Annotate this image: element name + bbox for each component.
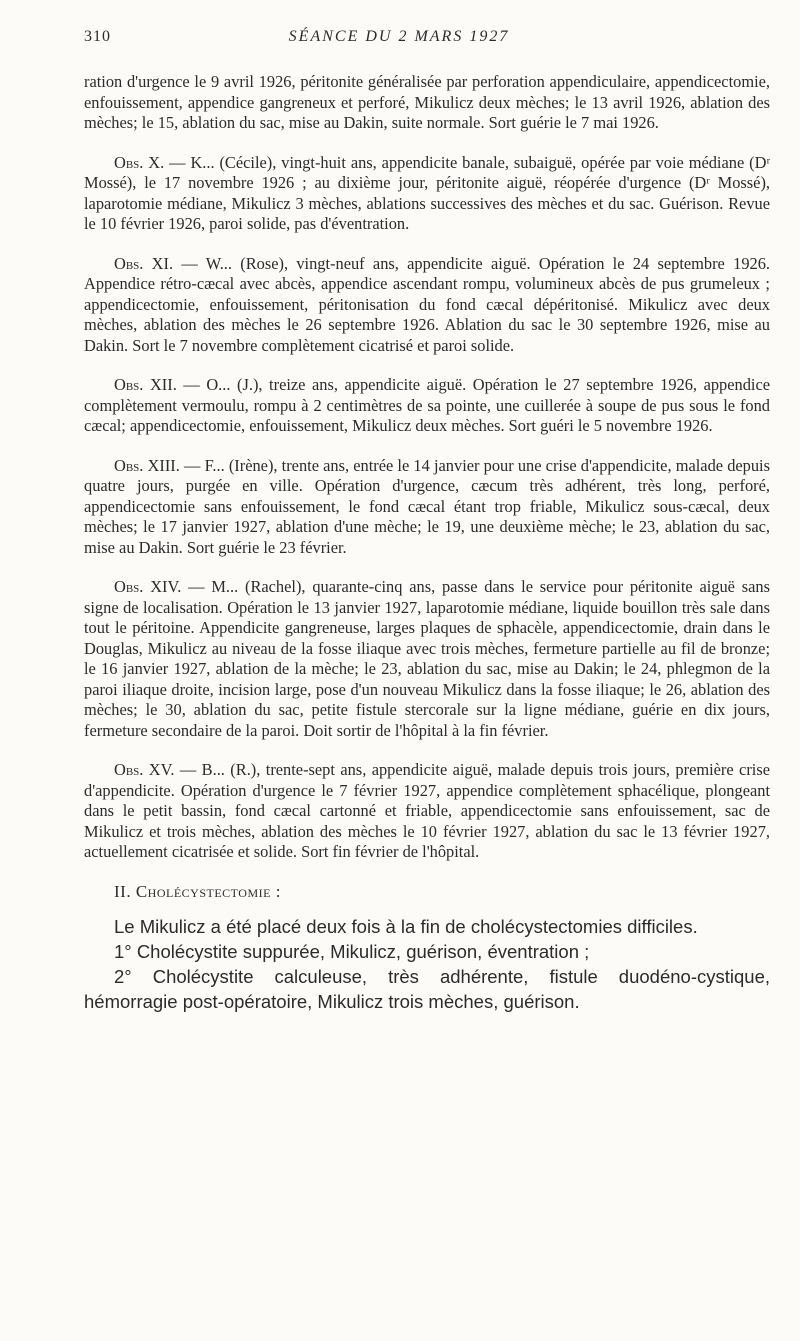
section-number: II. — [114, 881, 132, 901]
observation-xi — [84, 254, 770, 357]
observation-text: — M... (Rachel), quarante-cinq ans, passe dans le service pour péritonite aiguë sans signe de localisation. Opération le 13 janvier 1927, laparotomie médiane, liquide bouillon très sale dans tout le péritoine. Appendicite gangreneuse, larges plaques de sphacèle, appendicectomie, drain dans le Douglas, Mikulicz au niveau de la fosse iliaque avec trois mèches, fermeture partielle au fil de bronze; le 16 janvier 1927, ablation de la mèche; le 23, ablation du sac, mise au Dakin; le 24, phlegmon de la paroi iliaque droite, incision large, pose d'un nouveau Mikulicz dans la fosse iliaque; le 26, ablation des mèches; le 30, ablation du sac, petite fistule stercorale sur la ligne médiane, guérie en dix jours, fermeture secondaire de la paroi. Doit sortir de l'hôpital à la fin février. — [84, 577, 770, 740]
section-heading — [114, 882, 770, 902]
observation-text: — W... (Rose), vingt-neuf ans, appendicite aiguë. Opération le 24 septembre 1926. Appendice rétro-cæcal avec abcès, appendice ascendant rompu, volumineux abcès de pus grumeleux ; appendicectomie, enfouissement, péritonisation du fond cæcal dépéritonisé. Mikulicz avec deux mèches, ablation des mèches le 26 septembre 1926. Ablation du sac le 30 septembre 1926, mise au Dakin. Sort le 7 novembre complètement cicatrisé et paroi solide. — [84, 253, 770, 355]
observation-label: Obs. XII. — [114, 375, 177, 394]
observation-xiv — [84, 577, 770, 741]
cholecystectomy-case-1: 1° Cholécystite suppurée, Mikulicz, guérison, éventration ; — [114, 940, 590, 962]
running-header — [84, 28, 714, 52]
observation-text: — O... (J.), treize ans, appendicite aiguë. Opération le 27 septembre 1926, appendice complètement vermoulu, rompu à 2 centimètres de sa pointe, une cuillerée à soupe de pus sous le fond cæcal; appendicectomie, enfouissement, Mikulicz deux mèches. Sort guéri le 5 novembre 1926. — [84, 375, 770, 435]
observation-label: Obs. X. — [114, 152, 165, 172]
observation-label: Obs. XV. — [114, 760, 175, 779]
observation-text: — F... (Irène), trente ans, entrée le 14 janvier pour une crise d'appendicite, malade depuis quatre jours, purgée en ville. Opération d'urgence, cæcum très adhérent, très long, perforé, appendicectomie sans enfouissement, le fond cæcal étant trop friable, Mikulicz sous-cæcal, deux mèches; le 17 janvier 1927, ablation d'une mèche; le 19, une deuxième mèche; le 23, ablation du sac, mise au Dakin. Sort guérie le 23 février. — [84, 455, 770, 557]
observation-text: — K... (Cécile), vingt-huit ans, appendicite banale, subaiguë, opérée par voie médiane (Dʳ Mossé), le 17 novembre 1926 ; au dixième jour, péritonite aiguë, réopérée d'urgence (Dʳ Mossé), laparotomie médiane, Mikulicz 3 mèches, ablations successives des mèches et du sac. Guérison. Revue le 10 février 1926, paroi solide, pas d'éventration. — [84, 152, 771, 233]
observation-x — [84, 153, 770, 235]
observation-xv — [84, 760, 770, 863]
running-title: SÉANCE DU 2 MARS 1927 — [288, 28, 510, 45]
section-title: Cholécystectomie : — [135, 881, 281, 901]
observation-xii — [84, 375, 770, 437]
observation-text: — B... (R.), trente-sept ans, appendicite aiguë, malade depuis trois jours, première crise d'appendicite. Opération d'urgence le 7 février 1927, appendice complètement sphacélique, plongeant dans le petit bassin, fond cæcal cartonné et friable, appendicectomie sans enfouissement, sac de Mikulicz et trois mèches, ablation des mèches le 10 février 1927, ablation du sac le 13 février 1927, actuellement cicatrisée et solide. Sort fin février de l'hôpital. — [84, 760, 771, 861]
observation-label: Obs. XI. — [114, 253, 174, 273]
cholecystectomy-case-2: 2° Cholécystite calculeuse, très adhérente, fistule duodéno-cystique, hémorragie post-opératoire, Mikulicz trois mèches, guérison. — [84, 965, 770, 1012]
continued-paragraph: ration d'urgence le 9 avril 1926, péritonite généralisée par perforation appendiculaire, appendicectomie, enfouissement, appendice gangreneux et perforé, Mikulicz deux mèches; le 13 avril 1926, ablation des mèches; le 15, ablation du sac, mise au Dakin, suite normale. Sort guérie le 7 mai 1926. — [84, 72, 770, 132]
observation-label: Obs. XIII. — [114, 455, 180, 475]
page-number: 310 — [84, 28, 111, 45]
cholecystectomy-intro: Le Mikulicz a été placé deux fois à la fin de cholécystectomies difficiles. — [114, 915, 698, 937]
observation-xiii — [84, 456, 770, 559]
page-body — [84, 72, 770, 1014]
observation-label: Obs. XIV. — [114, 577, 182, 596]
